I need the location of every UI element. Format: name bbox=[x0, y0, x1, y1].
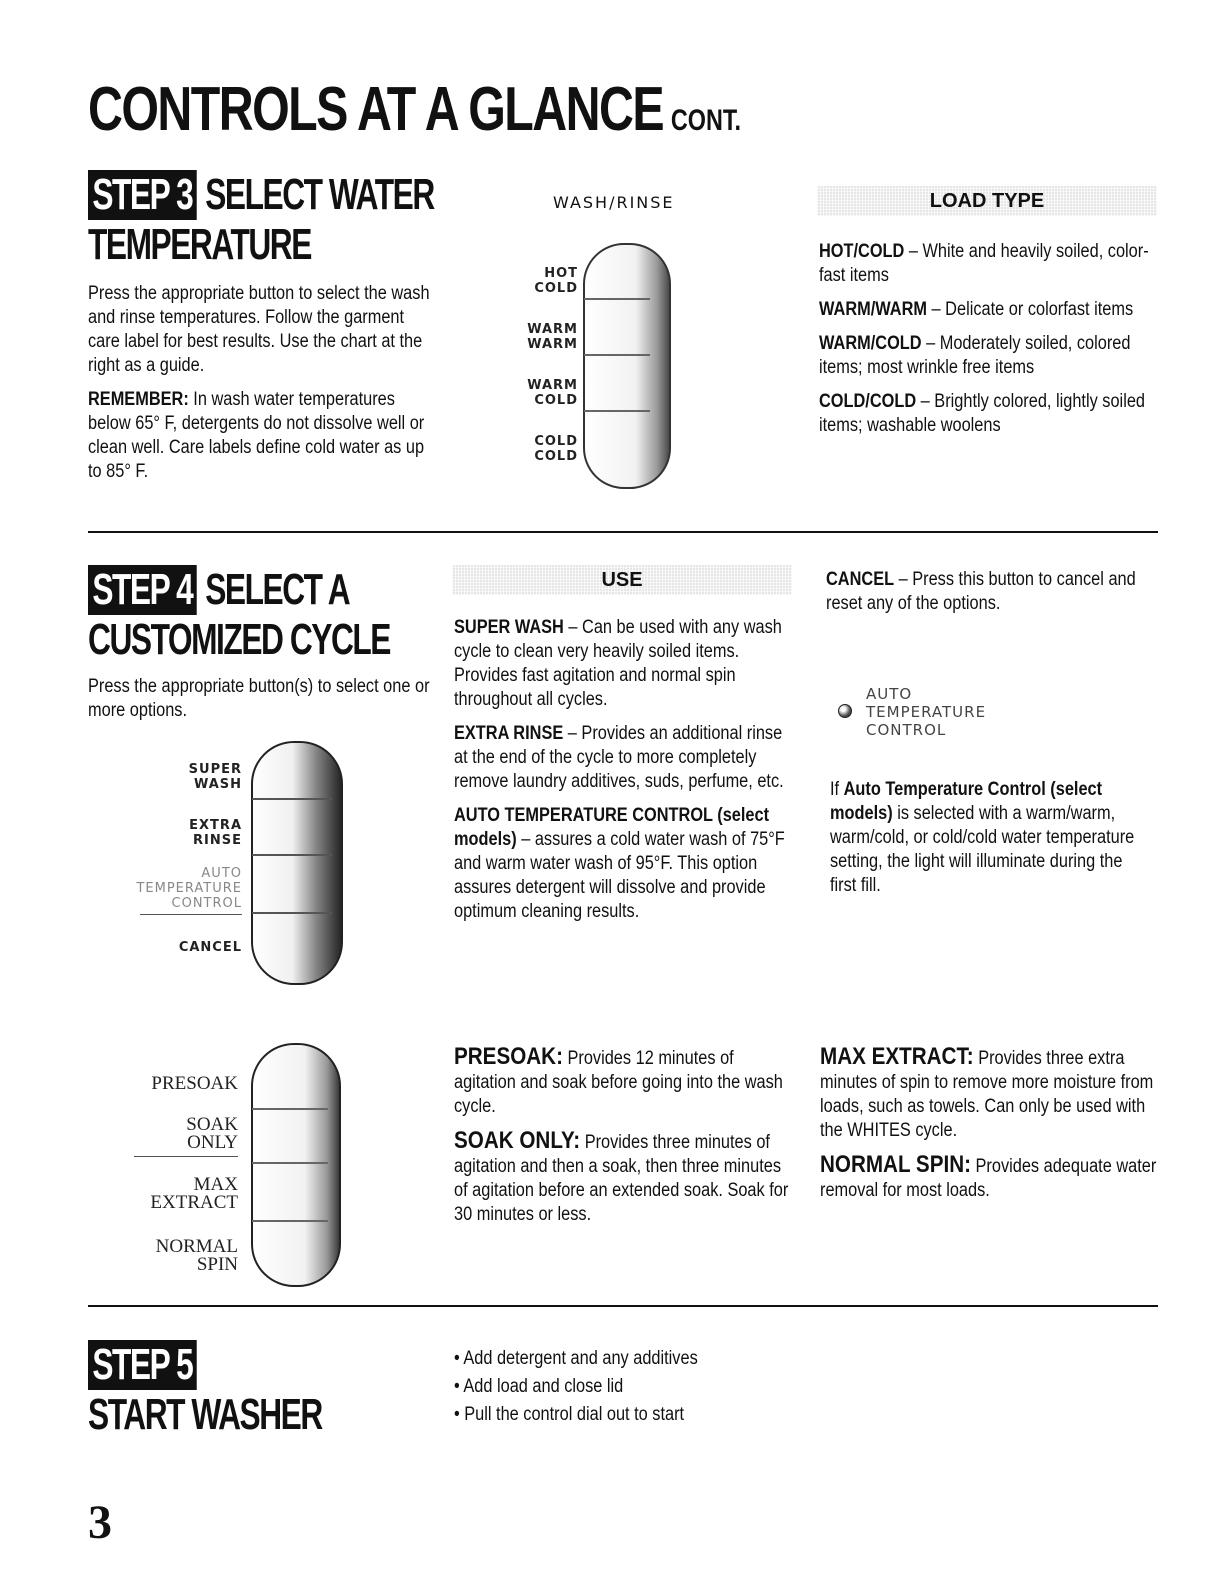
presoak-desc: Provides 12 minutes of agitation and soak before going into the wash cycle. bbox=[454, 1048, 783, 1117]
step5-heading bbox=[88, 1340, 322, 1440]
page-title-text: CONTROLS AT A GLANCE bbox=[88, 75, 664, 144]
btn-label-super-wash bbox=[140, 762, 242, 792]
btn-label-line: CANCEL bbox=[178, 940, 242, 955]
use-desc: – Can be used with any wash cycle to clean very heavily soiled items. Provides fast agitation and normal spin throughout all cycles. bbox=[454, 617, 782, 710]
wash-rinse-title: WASH/RINSE bbox=[553, 193, 675, 212]
btn-label-line: COLD bbox=[534, 281, 578, 296]
btn-label-extra-rinse bbox=[140, 818, 242, 848]
super-wash-button[interactable] bbox=[256, 756, 316, 796]
soakonly-desc: Provides three minutes of agitation and then a soak, then three minutes of agitation before an extended soak. Soak for 30 minutes or less. bbox=[454, 1132, 789, 1225]
maxextract-name: MAX EXTRACT: bbox=[820, 1043, 974, 1070]
label-underline bbox=[134, 1156, 238, 1157]
btn-label-line: HOT bbox=[544, 266, 578, 281]
step3-remember bbox=[88, 388, 432, 484]
btn-label-line: WASH bbox=[193, 777, 242, 792]
step3-intro: Press the appropriate button to select the wash and rinse temperatures. Follow the garment care label for best results. Use the chart at the right as a guide. bbox=[88, 283, 430, 376]
btn-label-presoak bbox=[120, 1075, 238, 1093]
panel-divider bbox=[584, 298, 650, 300]
cancel-description bbox=[826, 568, 1161, 616]
btn-label-line: SPIN bbox=[196, 1254, 238, 1275]
load-type-item bbox=[819, 298, 1159, 322]
btn-label-line: TEMPERATURE bbox=[136, 881, 242, 896]
atc-note bbox=[830, 778, 1146, 898]
btn-label-line: EXTRA bbox=[189, 818, 242, 833]
btn-label-line: WARM bbox=[527, 378, 578, 393]
btn-label-line: RINSE bbox=[193, 833, 242, 848]
use-name: SUPER WASH bbox=[454, 617, 564, 638]
use-item bbox=[454, 804, 794, 924]
atc-label-line: TEMPERATURE bbox=[866, 703, 987, 721]
btn-label-max-extract bbox=[120, 1176, 238, 1212]
panel-divider bbox=[252, 1162, 328, 1164]
step4-title-line1: SELECT A bbox=[205, 565, 350, 614]
atc-note-rest: is selected with a warm/warm, warm/cold, or cold/cold water temperature setting, the light will illuminate during the first fill. bbox=[830, 803, 1135, 896]
load-type-name: COLD/COLD bbox=[819, 391, 917, 412]
btn-label-warm-warm bbox=[510, 322, 578, 352]
normal-spin-button[interactable] bbox=[256, 1224, 316, 1276]
step3-text bbox=[88, 282, 432, 494]
load-type-item bbox=[819, 390, 1159, 438]
btn-label-line: WARM bbox=[527, 322, 578, 337]
use-desc: – Provides an additional rinse at the end of the cycle to more completely remove laundry additives, suds, perfume, etc. bbox=[454, 723, 784, 792]
soak-descriptions bbox=[454, 1045, 796, 1237]
soak-spin-button-panel bbox=[242, 1040, 346, 1290]
load-type-name: WARM/WARM bbox=[819, 299, 928, 320]
panel-divider bbox=[252, 854, 332, 856]
load-type-name: HOT/COLD bbox=[819, 241, 905, 262]
step5-badge: STEP 5 bbox=[88, 1340, 197, 1390]
warm-warm-button[interactable] bbox=[588, 302, 648, 352]
step3-title-line2: TEMPERATURE bbox=[88, 220, 311, 269]
btn-label-line: CONTROL bbox=[171, 896, 242, 911]
btn-label-line: COLD bbox=[534, 449, 578, 464]
atc-note-bold: Auto Temperature Control (select models) bbox=[830, 779, 1103, 824]
step3-heading bbox=[88, 170, 434, 270]
btn-label-line: ONLY bbox=[187, 1132, 238, 1153]
soak-only-button[interactable] bbox=[256, 1112, 316, 1160]
panel-divider bbox=[584, 354, 650, 356]
btn-label-cancel bbox=[140, 940, 242, 955]
warm-cold-button[interactable] bbox=[588, 358, 648, 408]
load-type-header: LOAD TYPE bbox=[817, 186, 1157, 216]
load-type-name: WARM/COLD bbox=[819, 333, 922, 354]
remember-label: REMEMBER: bbox=[88, 389, 189, 410]
cancel-desc: – Press this button to cancel and reset any of the options. bbox=[826, 569, 1136, 614]
panel-divider bbox=[584, 410, 650, 412]
indicator-light-icon bbox=[838, 704, 852, 718]
panel-divider bbox=[252, 912, 332, 914]
options-button-panel bbox=[244, 738, 348, 988]
btn-label-line: MAX bbox=[193, 1174, 238, 1195]
cancel-button[interactable] bbox=[256, 916, 316, 972]
btn-label-line: PRESOAK bbox=[151, 1073, 238, 1094]
load-type-desc: – White and heavily soiled, color-fast items bbox=[819, 241, 1149, 286]
page-title-cont: CONT. bbox=[670, 104, 742, 137]
soakonly-desc-block bbox=[454, 1129, 796, 1227]
use-desc: – assures a cold water wash of 75°F and warm water wash of 95°F. This option assures detergent will dissolve and provide optimum cleaning results. bbox=[454, 829, 785, 922]
soakonly-name: SOAK ONLY: bbox=[454, 1127, 581, 1154]
atc-label bbox=[866, 685, 986, 739]
page-title bbox=[88, 74, 741, 145]
step5-bullets bbox=[454, 1347, 815, 1431]
btn-label-cold-cold bbox=[510, 434, 578, 464]
use-item bbox=[454, 616, 794, 712]
load-type-desc: – Moderately soiled, colored items; most wrinkle free items bbox=[819, 333, 1131, 378]
normalspin-name: NORMAL SPIN: bbox=[820, 1151, 971, 1178]
load-type-item bbox=[819, 240, 1159, 288]
btn-label-line: NORMAL bbox=[155, 1236, 238, 1257]
presoak-desc-block bbox=[454, 1045, 796, 1119]
btn-label-hot-cold bbox=[510, 266, 578, 296]
btn-label-line: COLD bbox=[534, 393, 578, 408]
page-number: 3 bbox=[88, 1496, 112, 1549]
btn-label-line: SUPER bbox=[188, 762, 242, 777]
step5-title: START WASHER bbox=[88, 1390, 322, 1439]
presoak-button[interactable] bbox=[256, 1058, 316, 1106]
normalspin-desc: Provides adequate water removal for most loads. bbox=[820, 1156, 1157, 1201]
step4-title-line2: CUSTOMIZED CYCLE bbox=[88, 615, 390, 664]
btn-label-warm-cold bbox=[510, 378, 578, 408]
use-item bbox=[454, 722, 794, 794]
section-divider bbox=[88, 1305, 1158, 1307]
cancel-name: CANCEL bbox=[826, 569, 895, 590]
atc-label-line: CONTROL bbox=[866, 721, 947, 739]
use-name: EXTRA RINSE bbox=[454, 723, 564, 744]
cold-cold-button[interactable] bbox=[588, 414, 648, 474]
btn-label-line: EXTRACT bbox=[150, 1192, 238, 1213]
spin-descriptions bbox=[820, 1045, 1162, 1213]
hot-cold-button[interactable] bbox=[588, 258, 648, 296]
atc-note-prefix: If bbox=[830, 779, 844, 800]
btn-label-normal-spin bbox=[120, 1238, 238, 1274]
normalspin-desc-block bbox=[820, 1153, 1162, 1203]
btn-label-line: SOAK bbox=[186, 1114, 238, 1135]
btn-label-soak-only bbox=[120, 1116, 238, 1152]
panel-divider bbox=[252, 798, 332, 800]
btn-label-auto-temp bbox=[100, 866, 242, 911]
section-divider bbox=[88, 531, 1158, 533]
use-header: USE bbox=[452, 565, 792, 595]
load-type-list bbox=[819, 240, 1159, 448]
step3-badge: STEP 3 bbox=[88, 170, 197, 220]
maxextract-desc-block bbox=[820, 1045, 1162, 1143]
btn-label-line: WARM bbox=[527, 337, 578, 352]
step4-intro: Press the appropriate button(s) to select one or more options. bbox=[88, 676, 430, 721]
load-type-desc: – Brightly colored, lightly soiled items; washable woolens bbox=[819, 391, 1146, 436]
btn-label-line: COLD bbox=[534, 434, 578, 449]
load-type-desc: – Delicate or colorfast items bbox=[927, 299, 1134, 320]
use-name: AUTO TEMPERATURE CONTROL (select models) bbox=[454, 805, 770, 850]
atc-label-line: AUTO bbox=[866, 685, 913, 703]
wash-rinse-button-panel bbox=[580, 240, 680, 492]
load-type-item bbox=[819, 332, 1159, 380]
step3-title-line1: SELECT WATER bbox=[205, 170, 434, 219]
remember-text: In wash water temperatures below 65° F, detergents do not dissolve well or clean well. Care labels define cold water as up to 85° F. bbox=[88, 389, 425, 482]
btn-label-line: AUTO bbox=[201, 866, 242, 881]
panel-divider bbox=[252, 1220, 328, 1222]
bullet-item: • Pull the control dial out to start bbox=[454, 1404, 685, 1425]
bullet-item: • Add load and close lid bbox=[454, 1376, 624, 1397]
max-extract-button[interactable] bbox=[256, 1166, 316, 1218]
label-underline bbox=[140, 914, 242, 915]
step4-heading bbox=[88, 565, 390, 665]
presoak-name: PRESOAK: bbox=[454, 1043, 563, 1070]
use-list bbox=[454, 616, 794, 934]
maxextract-desc: Provides three extra minutes of spin to remove more moisture from loads, such as towels. Can only be used with the WHITES cycle. bbox=[820, 1048, 1154, 1141]
step4-badge: STEP 4 bbox=[88, 565, 197, 615]
bullet-item: • Add detergent and any additives bbox=[454, 1348, 698, 1369]
panel-divider bbox=[252, 1108, 328, 1110]
auto-temp-button[interactable] bbox=[256, 858, 316, 910]
extra-rinse-button[interactable] bbox=[256, 802, 316, 852]
